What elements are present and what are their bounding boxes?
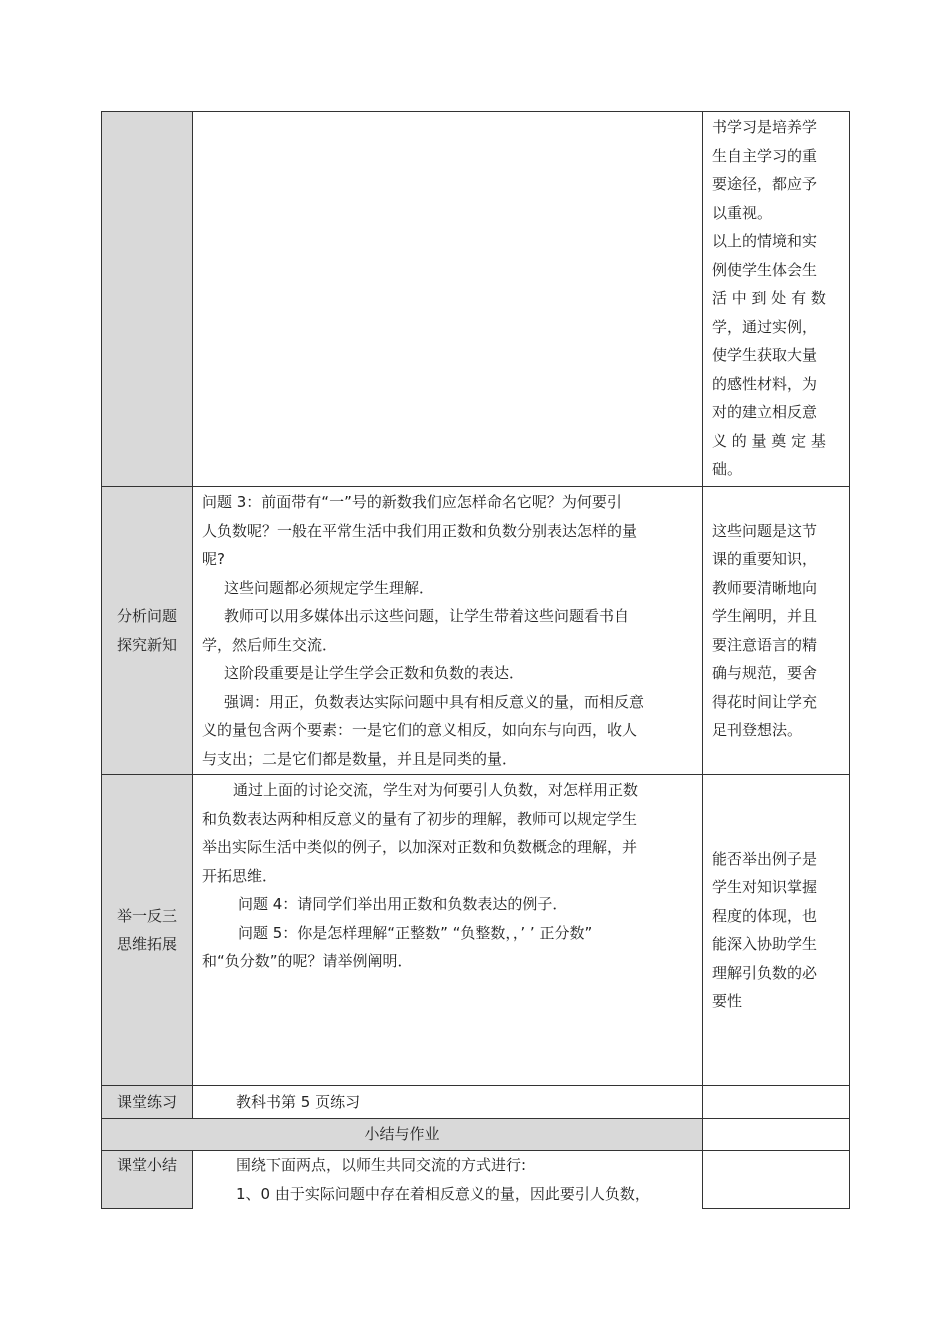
activity-cell [193,1086,703,1119]
note-line: 理解引负数的必 [712,963,818,982]
note-line: 确与规范，要舍 [712,664,818,682]
stage-label-cell [102,1086,193,1119]
note-line: 义 的 量 奠 定 基 [712,431,826,450]
table-row [102,487,850,775]
stage-label: 探究新知 [116,635,177,654]
note-line: 生自主学习的重 [712,146,818,165]
note-line: 使学生获取大量 [712,346,818,364]
design-note-cell [703,1119,850,1151]
body-line: 举出实际生活中类似的例子，以加深对正数和负数概念的理解，并 [202,838,638,856]
note-line: 得花时间让学充 [712,692,818,711]
note-line: 要途径，都应予 [712,175,818,193]
stage-label-cell [102,775,193,1086]
stage-label-cell [102,112,193,487]
body-line: 和负数表达两种相反意义的量有了初步的理解，教师可以规定学生 [202,809,638,828]
lesson-plan-table [101,111,850,1209]
stage-label: 举一反三 [116,906,177,925]
note-line: 以重视。 [712,203,773,222]
design-note-cell [703,775,850,1086]
note-line: 活 中 到 处 有 数 [712,289,826,307]
note-line: 足刊登想法。 [712,721,803,739]
note-line: 书学习是培养学 [712,118,818,136]
activity-cell [193,487,703,775]
body-line: 强调：用正，负数表达实际问题中具有相反意义的量，而相反意 [224,692,645,711]
body-line: 问题 3：前面带有“一”号的新数我们应怎样命名它呢？为何要引 [202,493,622,511]
table-row [102,1086,850,1119]
note-line: 教师要清晰地向 [712,578,818,597]
note-line: 能深入协助学生 [712,935,818,953]
body-line: 通过上面的讨论交流，学生对为何要引人负数，对怎样用正数 [233,781,639,799]
stage-label: 课堂练习 [116,1092,177,1111]
note-line: 例使学生体会生 [712,260,818,279]
note-line: 学生阐明，并且 [712,607,818,625]
activity-cell [193,112,703,487]
body-line: 和“负分数”的呢？请举例阐明． [202,952,413,970]
stage-label-cell [102,1151,193,1209]
note-line: 要性 [712,992,743,1010]
body-line: 与支出；二是它们都是数量，并且是同类的量． [202,749,518,768]
stage-label-cell [102,487,193,775]
body-line: 义的量包含两个要素：一是它们的意义相反，如向东与向西，收人 [202,721,638,739]
body-line: 这些问题都必须规定学生理解． [224,578,435,597]
body-line: 问题 4：请同学们举出用正数和负数表达的例子． [238,895,568,913]
body-line: 1、0 由于实际问题中存在着相反意义的量，因此要引人负数， [236,1184,650,1203]
body-line: 问题 5：你是怎样理解“正整数” “负整数，，’ ’ 正分数” [238,923,593,942]
body-line: 呢? [202,550,225,568]
note-line: 础。 [712,460,743,478]
section-header-cell [102,1119,703,1151]
table-row [102,1151,850,1209]
note-line: 要注意语言的精 [712,635,818,654]
table-row [102,775,850,1086]
note-line: 对的建立相反意 [712,403,818,421]
note-line: 的感性材料，为 [712,374,818,393]
design-note-cell [703,487,850,775]
body-line: 这阶段重要是让学生学会正数和负数的表达． [224,664,525,682]
stage-label: 分析问题 [116,607,177,625]
stage-label: 课堂小结 [116,1156,177,1174]
note-line: 课的重要知识， [712,550,818,568]
stage-label: 思维拓展 [116,935,177,953]
design-note-cell [703,1086,850,1119]
section-title: 小结与作业 [364,1125,440,1144]
design-note-cell [703,112,850,487]
body-line: 学，然后师生交流． [202,635,338,654]
note-line: 这些问题是这节 [712,521,818,540]
table-row [102,1119,850,1151]
activity-cell [193,775,703,1086]
note-line: 以上的情境和实 [712,232,818,250]
design-note-cell [703,1151,850,1209]
activity-cell [193,1151,703,1209]
body-line: 教科书第 5 页练习 [236,1092,361,1111]
note-line: 学，通过实例， [712,317,818,336]
body-line: 人负数呢？一般在平常生活中我们用正数和负数分别表达怎样的量 [202,521,638,540]
body-line: 围绕下面两点，以师生共同交流的方式进行: [236,1156,527,1174]
note-line: 能否举出例子是 [712,849,818,868]
table-row [102,112,850,487]
note-line: 程度的体现，也 [712,906,818,925]
note-line: 学生对知识掌握 [712,878,818,896]
body-line: 教师可以用多媒体出示这些问题，让学生带着这些问题看书自 [224,607,630,625]
body-line: 开拓思维． [202,866,278,885]
